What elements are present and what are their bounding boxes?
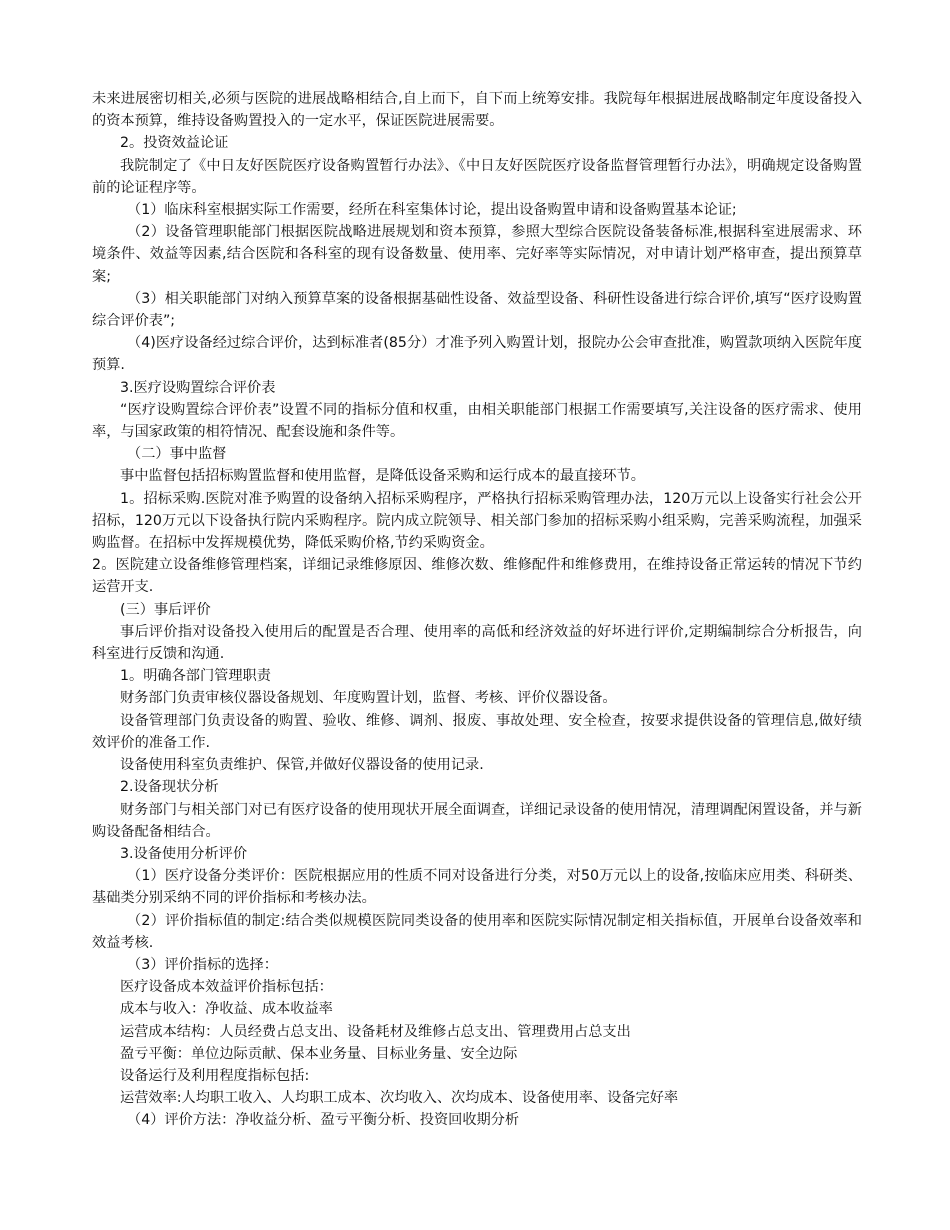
heading-usage-evaluation: 3.设备使用分析评价 (120, 845, 248, 862)
paragraph-user-department-duties: 设备使用科室负责维护、保管,并做好仪器设备的使用记录. (120, 757, 484, 774)
list-item-management-review: （2）设备管理职能部门根据医院战略进展规划和资本预算，参照大型综合医院设备装备标准,根据科室进展需求、环境条件、效益等因素,结合医院和各科室的现有设备数量、使用率、完好率等实际情况，对申请计划严格审查，提出预算草案; (92, 224, 862, 285)
paragraph-cost-structure: 运营成本结构：人员经费占总支出、设备耗材及维修占总支出、管理费用占总支出 (120, 1023, 631, 1040)
list-item-indicator-values: （2）评价指标值的制定:结合类似规模医院同类设备的使用率和医院实际情况制定相关指标值，开展单台设备效率和效益考核. (92, 912, 862, 951)
heading-in-process-supervision: （二）事中监督 (127, 446, 227, 463)
heading-post-evaluation: (三）事后评价 (120, 601, 211, 618)
list-item-comprehensive-evaluation: （3）相关职能部门对纳入预算草案的设备根据基础性设备、效益型设备、科研性设备进行综合评价,填写“医疗设购置综合评价表”; (92, 290, 862, 330)
paragraph-cost-income: 成本与收入：净收益、成本收益率 (120, 1001, 333, 1018)
paragraph-tender-procurement: 1。招标采购.医院对准予购置的设备纳入招标采购程序，严格执行招标采购管理办法，120万元以上设备实行社会公开招标，120万元以下设备执行院内采购程序。院内成立院领导、相关部门参加的招标采购小组采购，完善采购流程，加强采购监督。在招标中发挥规模优势，降低采购价格,节约采购资金。 (92, 490, 862, 552)
paragraph-post-evaluation: 事后评价指对设备投入使用后的配置是否合理、使用率的高低和经济效益的好坏进行评价,定期编制综合分析报告，向科室进行反馈和沟通. (92, 623, 862, 663)
paragraph-regulations: 我院制定了《中日友好医院医疗设备购置暂行办法》、《中日友好医院医疗设备监督管理暂行办法》，明确规定设备购置前的论证程序等。 (92, 157, 862, 196)
heading-evaluation-form: 3.医疗设购置综合评价表 (120, 379, 276, 396)
paragraph-in-process-supervision: 事中监督包括招标购置监督和使用监督，是降低设备采购和运行成本的最直接环节。 (120, 468, 645, 485)
paragraph-break-even: 盈亏平衡：单位边际贡献、保本业务量、目标业务量、安全边际 (120, 1045, 518, 1062)
paragraph-operating-efficiency: 运营效率:人均职工收入、人均职工成本、次均收入、次均成本、设备使用率、设备完好率 (120, 1090, 679, 1107)
list-item-clinical-application: （1）临床科室根据实际工作需要，经所在科室集体讨论，提出设备购置申请和设备购置基本论证; (127, 202, 737, 219)
list-item-indicator-selection: （3）评价指标的选择： (127, 956, 278, 973)
paragraph-strategy-budget: 未来进展密切相关,必须与医院的进展战略相结合,自上而下，自下而上统筹安排。我院每年根据进展战略制定年度设备投入的资本预算，维持设备购置投入的一定水平，保证医院进展需要。 (92, 91, 862, 130)
list-item-classification: （1）医疗设备分类评价：医院根据应用的性质不同对设备进行分类，对50万元以上的设备,按临床应用类、科研类、基础类分别采纳不同的评价指标和考核办法。 (92, 868, 862, 907)
heading-status-analysis: 2.设备现状分析 (120, 779, 219, 796)
paragraph-finance-duties: 财务部门负责审核仪器设备规划、年度购置计划，监督、考核、评价仪器设备。 (120, 690, 617, 707)
paragraph-cost-benefit-indicators: 医疗设备成本效益评价指标包括： (120, 979, 333, 996)
list-item-approval: （4)医疗设备经过综合评价，达到标准者(85分）才准予列入购置计划，报院办公会审查批准，购置款项纳入医院年度预算. (92, 335, 862, 374)
heading-department-duties: 1。明确各部门管理职责 (120, 668, 271, 685)
heading-investment-benefit: 2。投资效益论证 (120, 135, 229, 152)
list-item-evaluation-methods: （4）评价方法：净收益分析、盈亏平衡分析、投资回收期分析 (127, 1112, 520, 1129)
paragraph-equipment-management-duties: 设备管理部门负责设备的购置、验收、维修、调剂、报废、事故处理、安全检查，按要求提供设备的管理信息,做好绩效评价的准备工作. (92, 712, 862, 751)
paragraph-status-analysis: 财务部门与相关部门对已有医疗设备的使用现状开展全面调查，详细记录设备的使用情况，清理调配闲置设备，并与新购设备配备相结合。 (92, 801, 862, 840)
paragraph-operation-indicators: 设备运行及利用程度指标包括: (120, 1067, 310, 1084)
paragraph-maintenance-records: 2。医院建立设备维修管理档案，详细记录维修原因、维修次数、维修配件和维修费用，在维持设备正常运转的情况下节约运营开支. (92, 557, 862, 596)
paragraph-evaluation-form: “医疗设购置综合评价表”设置不同的指标分值和权重，由相关职能部门根据工作需要填写,关注设备的医疗需求、使用率，与国家政策的相符情况、配套设施和条件等。 (92, 401, 862, 441)
